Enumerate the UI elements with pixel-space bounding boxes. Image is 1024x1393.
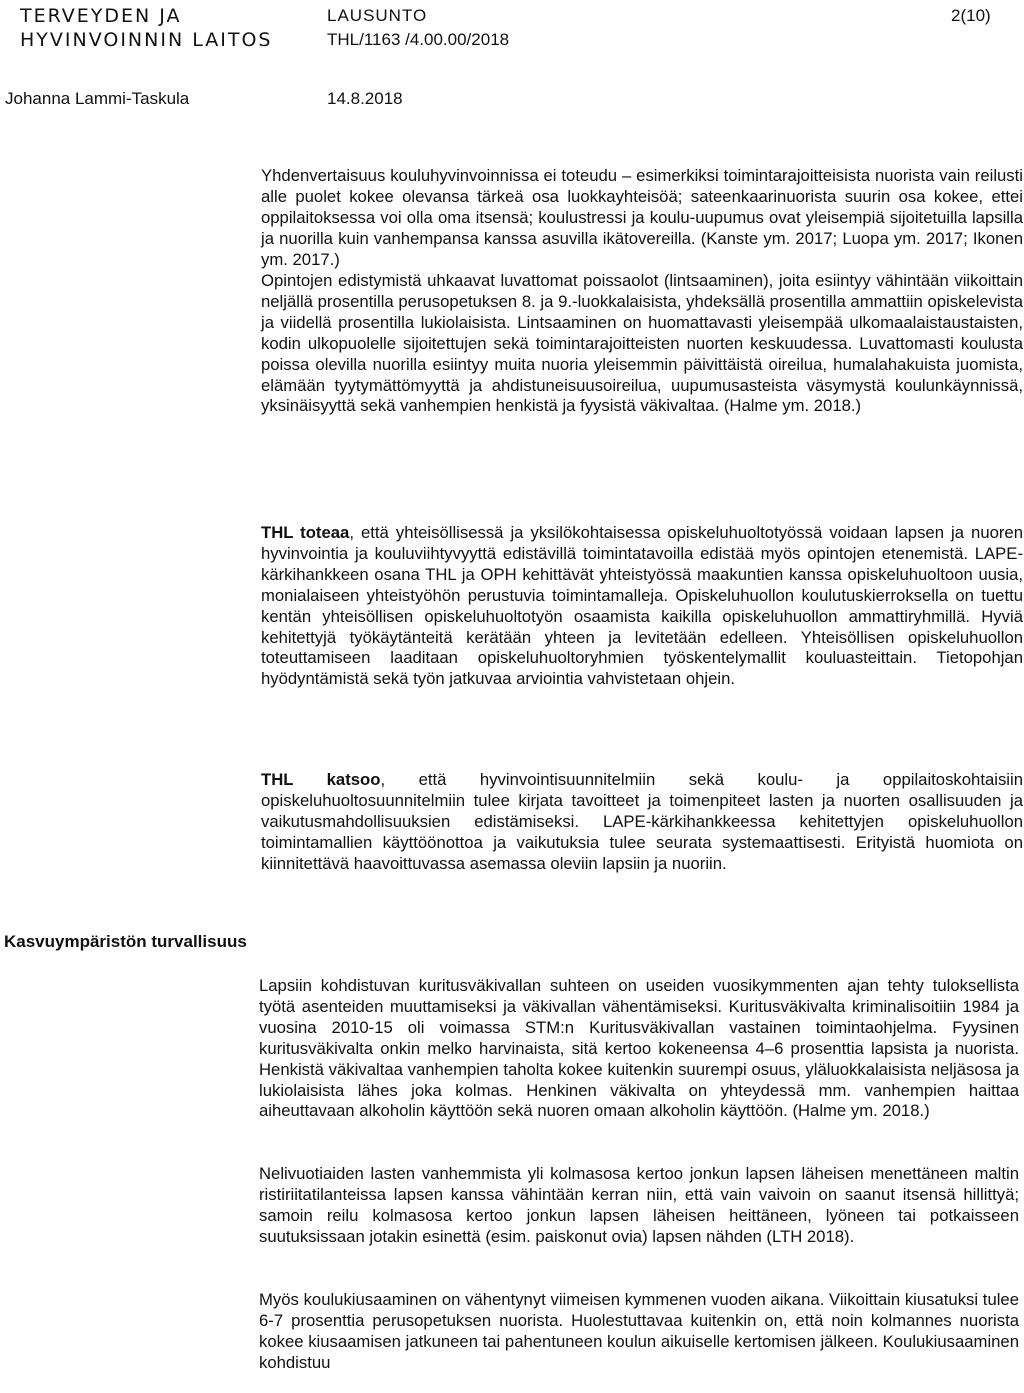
author-name: Johanna Lammi-Taskula bbox=[5, 89, 190, 108]
paragraph-lead: THL katsoo bbox=[261, 770, 381, 789]
organization-name bbox=[20, 4, 272, 52]
paragraph-parents-temper: Nelivuotiaiden lasten vanhemmista yli kolmasosa kertoo jonkun lapsen läheisen menettäneen maltin ristiriitatilanteissa lapsen kanssa vähintään kerran niin, että vain vaivoin on saanut itsensä hillittyä; samoin reilu kolmasosa kertoo jonkun lapsen läheisen heittäneen, lyöneen tai potkaisseen suutuksissaan jotakin esinettä (esim. paiskonut ovia) lapsen nähden (LTH 2018). bbox=[259, 1164, 1019, 1246]
paragraph-text: , että hyvinvointisuunnitelmiin sekä koulu- ja oppilaitoskohtaisiin opiskeluhuoltosuunnitelmiin tulee kirjata tavoitteet ja toimenpiteet lasten ja nuorten osallisuuden ja vaikutusmahdollisuuksien edistämiseksi. LAPE-kärkihankkeessa kehitettyjen opiskeluhuollon toimintamallien käyttöönottoa ja vaikutuksia tulee seurata systemaattisesti. Erityistä huomiota on kiinnitettävä haavoittuvassa asemassa oleviin lapsiin ja nuoriin. bbox=[261, 770, 1023, 873]
page-number: 2(10) bbox=[951, 6, 991, 25]
document-type: LAUSUNTO bbox=[327, 6, 428, 25]
organization-line-1: TERVEYDEN JA bbox=[20, 5, 182, 27]
paragraph-corporal-punishment: Lapsiin kohdistuvan kuritusväkivallan suhteen on useiden vuosikymmenten ajan tehty tuloksellista työtä asenteiden muuttamiseksi ja väkivallan vähentämiseksi. Kuritusväkivalta kriminalisoitiin 1984 ja vuosina 2010-15 oli voimassa STM:n Kuritusväkivallan vastainen toimintaohjelma. Fyysinen kuritusväkivalta onkin melko harvinaista, sitä kertoo kokeneensa 4–6 prosenttia lapsista ja nuorista. Henkistä väkivaltaa vanhempien taholta kokee kuitenkin suurempi osuus, yläluokkalaisista neljäsosa ja lukiolaisista lähes joka kolmas. Henkinen väkivalta on yhteydessä mm. vanhempien haittaa aiheuttavaan alkoholin käyttöön sekä nuoren omaan alkoholin käyttöön. (Halme ym. 2018.) bbox=[259, 976, 1019, 1121]
paragraph-thl-toteaa bbox=[261, 523, 1023, 690]
paragraph-thl-katsoo bbox=[261, 770, 1023, 875]
section-heading: Kasvuympäristön turvallisuus bbox=[4, 932, 247, 951]
document-number: THL/1163 /4.00.00/2018 bbox=[327, 30, 510, 49]
paragraph-absences: Opintojen edistymistä uhkaavat luvattomat poissaolot (lintsaaminen), joita esiintyy vähintään viikoittain neljällä prosentilla perusopetuksen 8. ja 9.-luokkalaisista, yhdeksällä prosentilla ammattiin opiskelevista ja viidellä prosentilla lukiolaisista. Lintsaaminen on huomattavasti yleisempää ulkomaalaistaustaisten, kodin ulkopuolelle sijoitettujen sekä toimintarajoitteisten nuorten keskuudessa. Luvattomasti koulusta poissa olevilla nuorilla esiintyy muita nuoria yleisemmin päivittäistä oireilua, humalahakuista juomista, elämään tyytymättömyyttä ja ahdistuneisuusoireilua, uupumusasteista väsymystä koulunkäynnissä, yksinäisyyttä sekä vanhempien henkistä ja fyysistä väkivaltaa. (Halme ym. 2018.) bbox=[261, 271, 1023, 416]
paragraph-equality: Yhdenvertaisuus kouluhyvinvoinnissa ei toteudu – esimerkiksi toimintarajoitteisista nuorista vain reilusti alle puolet kokee olevansa tärkeä osa luokkayhteisöä; sateenkaarinuorista suurin osa kokee, ettei oppilaitoksessa voi olla oma itsensä; koulustressi ja koulu-uupumus ovat yleisempiä sijoitetuilla lapsilla ja nuorilla kuin vanhempansa kanssa asuvilla ikätovereilla. (Kanste ym. 2017; Luopa ym. 2017; Ikonen ym. 2017.) bbox=[261, 166, 1023, 269]
document-date: 14.8.2018 bbox=[327, 89, 403, 108]
paragraph-lead: THL toteaa bbox=[261, 523, 350, 542]
paragraph-text: , että yhteisöllisessä ja yksilökohtaisessa opiskeluhuoltotyössä voidaan lapsen ja nuoren hyvinvointia ja kouluviihtyvyyttä edistävillä toimintatavoilla edistää myös opintojen etenemistä. LAPE-kärkihankkeen osana THL ja OPH kehittävät yhteistyössä maakuntien kanssa opiskeluhuoltoon uusia, monialaiseen yhteistyöhön perustuvia toimintamalleja. Opiskeluhuollon koulutuskierroksella on tuettu kentän yhteisöllisen opiskeluhuoltotyön osaamista kaikilla opiskeluhuollon ammattiryhmillä. Hyviä kehitettyjä työkäytänteitä kerätään yhteen ja levitetään edelleen. Yhteisöllisen opiskeluhuollon toteuttamiseen laaditaan opiskeluhuoltoryhmien työskentelymallit kouluasteittain. Tietopohjan hyödyntämistä sekä työn jatkuvaa arviointia vahvistetaan ohjein. bbox=[261, 523, 1023, 689]
paragraph-bullying: Myös koulukiusaaminen on vähentynyt viimeisen kymmenen vuoden aikana. Viikoittain kiusatuksi tulee 6-7 prosenttia perusopetuksen nuorista. Huolestuttavaa kuitenkin on, että noin kolmannes nuorista kokee kiusaamisen jatkuneen tai pahentuneen koulun aikuiselle kertomisen jälkeen. Koulukiusaaminen kohdistuu bbox=[259, 1290, 1019, 1372]
organization-line-2: HYVINVOINNIN LAITOS bbox=[20, 29, 273, 51]
